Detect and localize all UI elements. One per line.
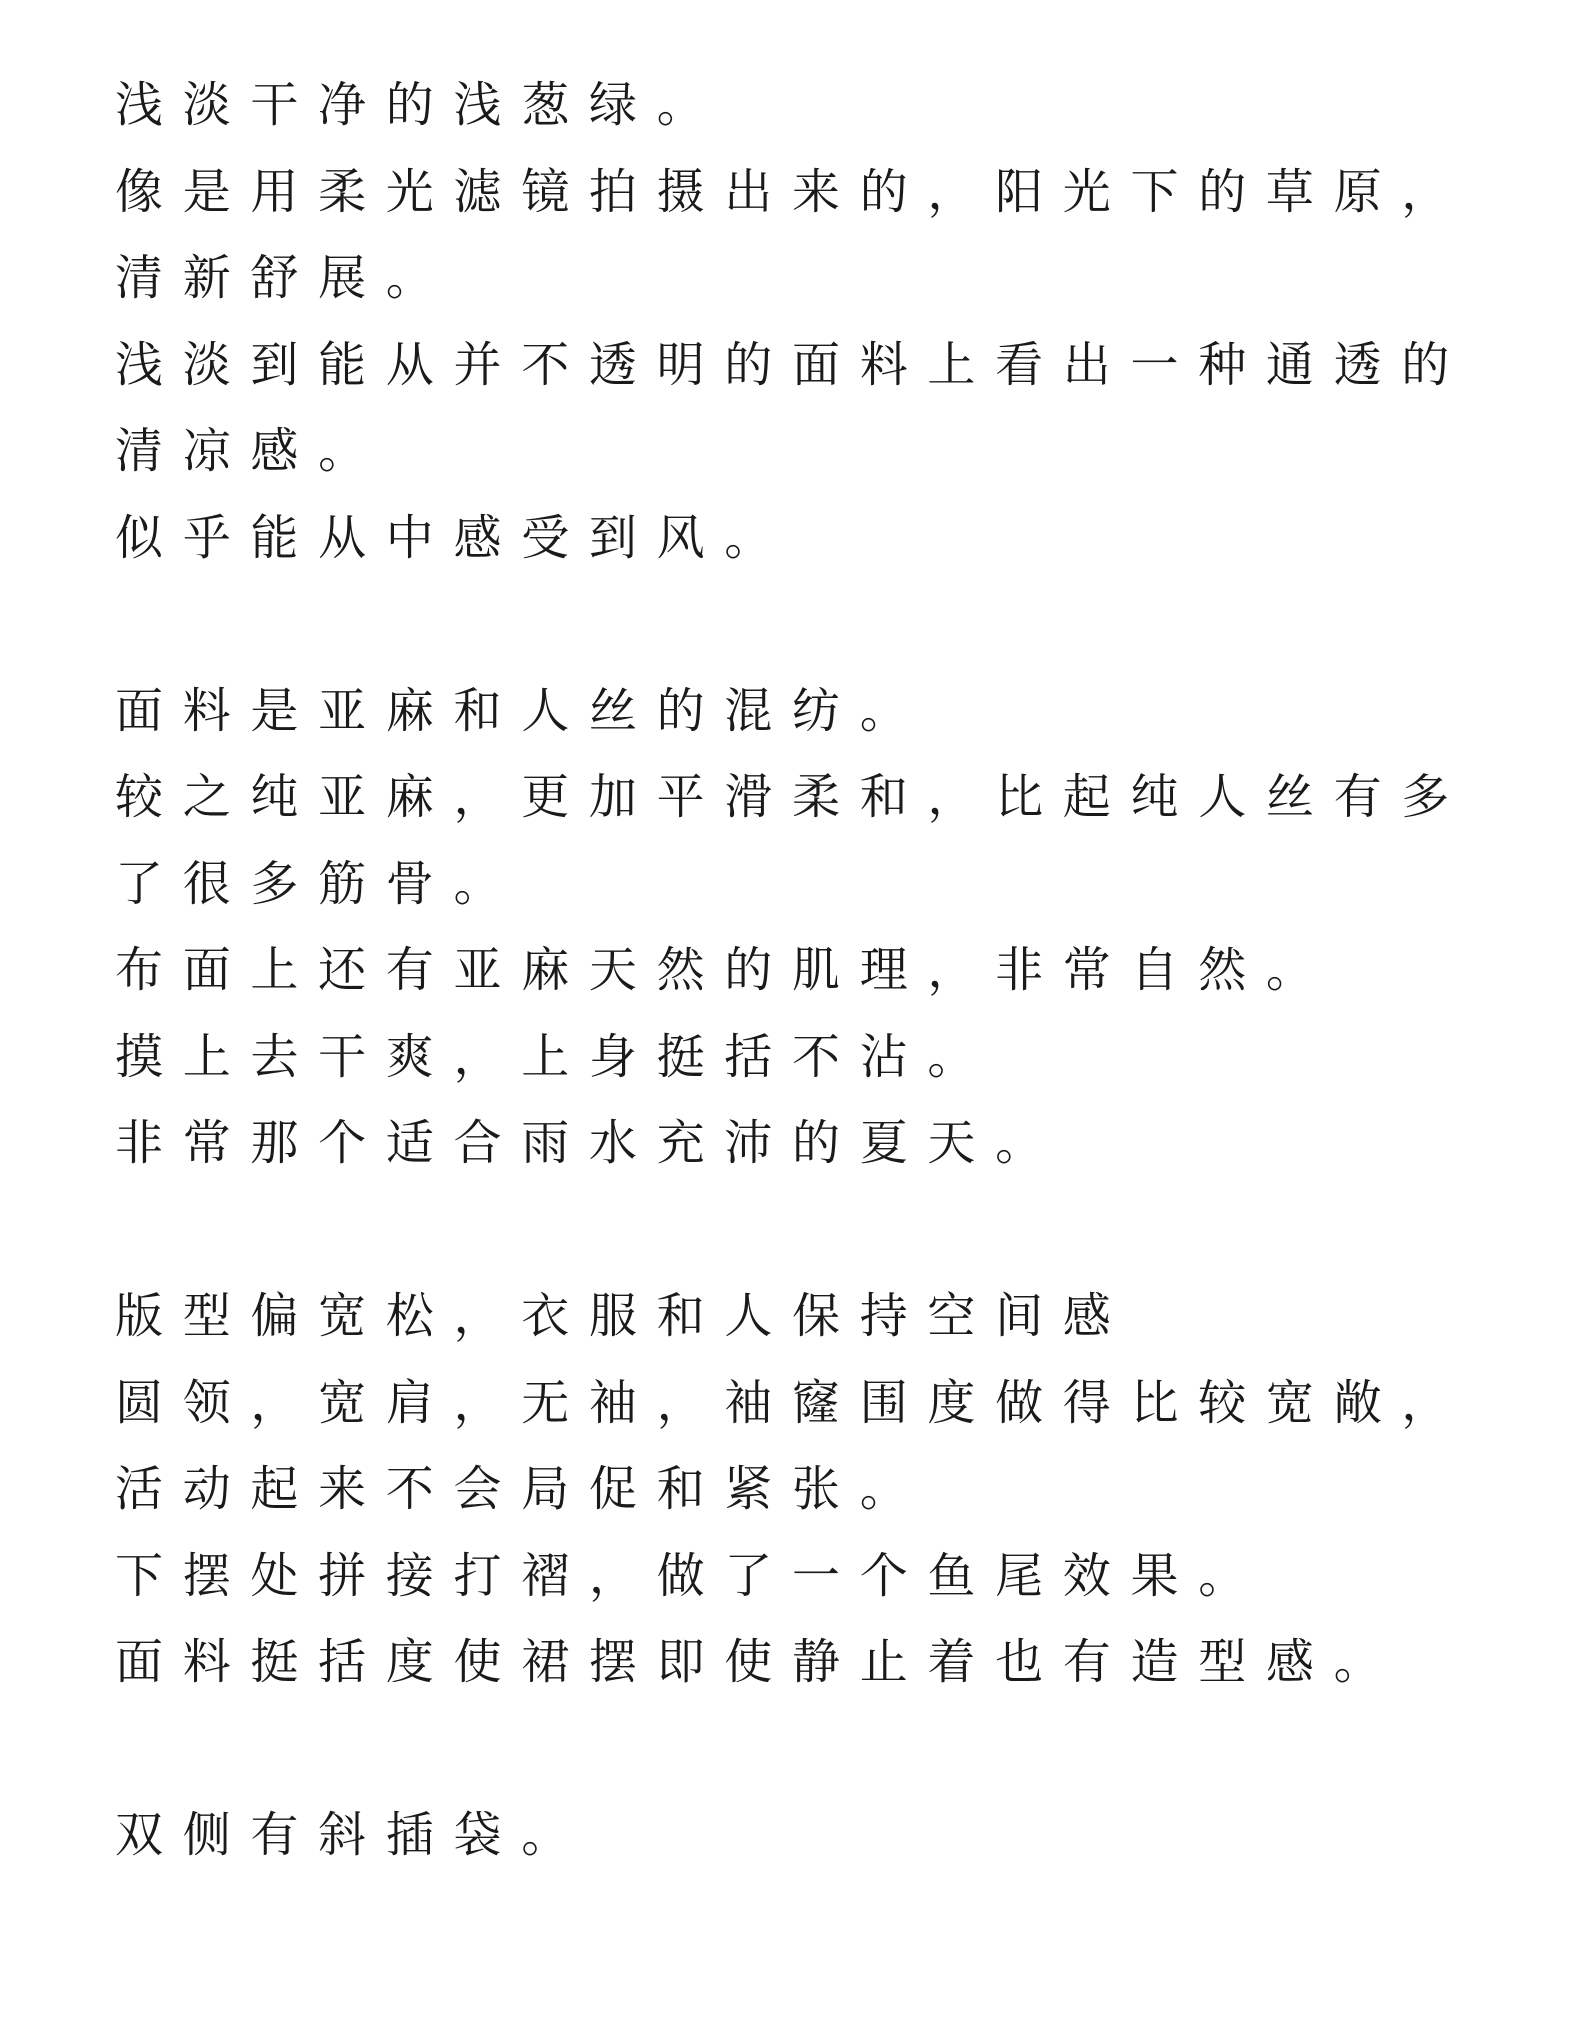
text-line: 浅淡到能从并不透明的面料上看出一种通透的 <box>115 336 1470 393</box>
paragraph-fit <box>115 1273 1515 1706</box>
text-line: 非常那个适合雨水充沛的夏天。 <box>115 1115 1063 1171</box>
paragraph-pockets <box>115 1792 1515 1879</box>
text-line: 双侧有斜插袋。 <box>115 1807 589 1863</box>
text-line: 面料挺括度使裙摆即使静止着也有造型感。 <box>115 1634 1402 1690</box>
paragraph-gap <box>115 1187 1515 1274</box>
text-line: 浅淡干净的浅葱绿。 <box>115 77 725 133</box>
text-line: 像是用柔光滤镜拍摄出来的，阳光下的草原， <box>115 163 1470 220</box>
text-line: 下摆处拼接打褶，做了一个鱼尾效果。 <box>115 1547 1266 1604</box>
paragraph-gap <box>115 1706 1515 1793</box>
product-description <box>115 62 1515 1879</box>
text-line: 了很多筋骨。 <box>115 855 522 912</box>
paragraph-gap <box>115 581 1515 668</box>
text-line: 版型偏宽松，衣服和人保持空间感 <box>115 1288 1131 1344</box>
text-line: 摸上去干爽，上身挺括不沾。 <box>115 1028 996 1085</box>
text-line: 布面上还有亚麻天然的肌理，非常自然。 <box>115 942 1334 998</box>
text-line: 清凉感。 <box>115 423 386 479</box>
paragraph-fabric <box>115 668 1515 1187</box>
text-line: 较之纯亚麻，更加平滑柔和，比起纯人丝有多 <box>115 769 1470 825</box>
text-line: 圆领，宽肩，无袖，袖窿围度做得比较宽敞， <box>115 1374 1470 1431</box>
paragraph-color <box>115 62 1515 581</box>
text-line: 面料是亚麻和人丝的混纺。 <box>115 682 928 739</box>
text-line: 活动起来不会局促和紧张。 <box>115 1461 928 1517</box>
text-line: 似乎能从中感受到风。 <box>115 509 793 566</box>
text-line: 清新舒展。 <box>115 250 454 306</box>
